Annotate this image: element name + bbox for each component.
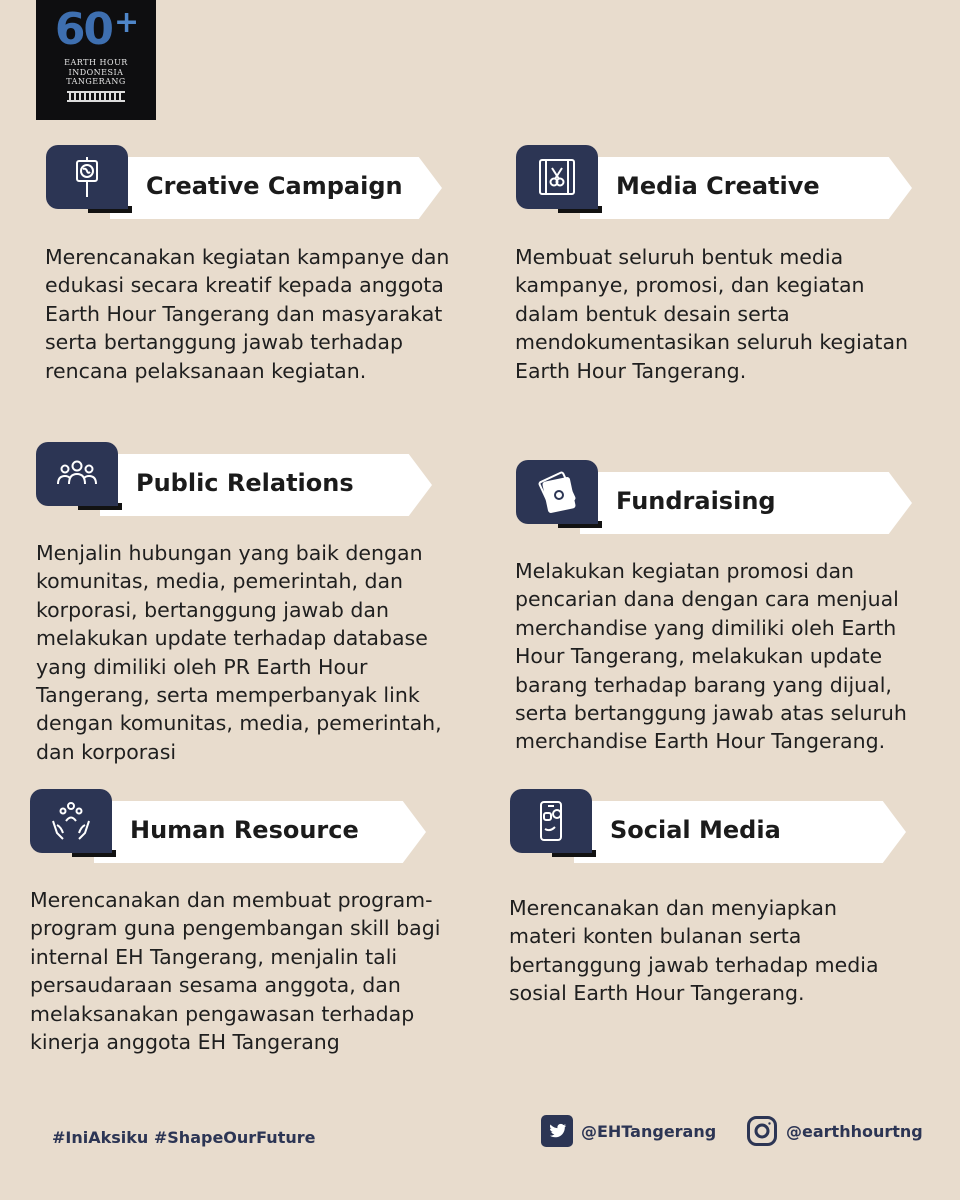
hands-people-icon (49, 799, 93, 843)
card-description: Melakukan kegiatan promosi dan pencarian dana dengan cara menjual merchandise yang dimiliki oleh Earth Hour Tangerang, melakukan update barang terhadap barang yang dijual, serta bertanggung jawab atas seluruh merchandise Earth Hour Tangerang. (515, 559, 907, 754)
logo-line-2: INDONESIA (68, 68, 124, 77)
earth-hour-logo (36, 0, 156, 120)
hashtags: #IniAksiku #ShapeOurFuture (52, 1128, 316, 1147)
card-title: Creative Campaign (146, 172, 403, 200)
instagram-icon (746, 1115, 778, 1147)
card-description: Merencanakan kegiatan kampanye dan edukasi secara kreatif kepada anggota Earth Hour Tangerang dan masyarakat serta bertanggung jawab terhadap rencana pelaksanaan kegiatan. (45, 245, 450, 383)
instagram-handle: @earthhourtng (786, 1121, 923, 1141)
people-group-icon (55, 452, 99, 496)
icon-tile (46, 145, 128, 209)
skyline-icon (67, 90, 125, 102)
card-description: Merencanakan dan membuat program- program guna pengembangan skill bagi internal EH Tangerang, menjalin tali persaudaraan sesama anggota, dan melaksanakan pengawasan terhadap kinerja anggota EH Tangerang (30, 888, 441, 1055)
smartphone-social-icon (529, 799, 573, 843)
twitter-link[interactable] (541, 1114, 716, 1148)
twitter-handle: @EHTangerang (581, 1121, 717, 1141)
icon-tile (510, 789, 592, 853)
card-title: Fundraising (616, 487, 776, 515)
card-description: Menjalin hubungan yang baik dengan komunitas, media, pemerintah, dan korporasi, bertanggung jawab dan melakukan update terhadap database yang dimiliki oleh PR Earth Hour Tangerang, serta memperbanyak link dengan komunitas, media, pemerintah, dan korporasi (36, 541, 442, 764)
logo-line-3: TANGERANG (66, 77, 126, 86)
logo-line-1: EARTH HOUR (64, 58, 128, 67)
icon-tile (516, 145, 598, 209)
icon-tile (30, 789, 112, 853)
protest-sign-globe-icon (65, 155, 109, 199)
card-description: Membuat seluruh bentuk media kampanye, promosi, dan kegiatan dalam bentuk desain serta mendokumentasikan seluruh kegiatan Earth Hour Tangerang. (515, 245, 909, 383)
card-description: Merencanakan dan menyiapkan materi konten bulanan serta bertanggung jawab terhadap media sosial Earth Hour Tangerang. (509, 896, 879, 1006)
card-title: Human Resource (130, 816, 359, 844)
card-title: Media Creative (616, 172, 820, 200)
twitter-icon (541, 1115, 573, 1147)
icon-tile (516, 460, 598, 524)
card-title: Social Media (610, 816, 781, 844)
logo-number: 60+ (54, 4, 138, 55)
icon-tile (36, 442, 118, 506)
money-bills-icon (535, 470, 579, 514)
instagram-link[interactable] (746, 1114, 923, 1148)
card-title: Public Relations (136, 469, 354, 497)
scissors-film-icon (535, 155, 579, 199)
